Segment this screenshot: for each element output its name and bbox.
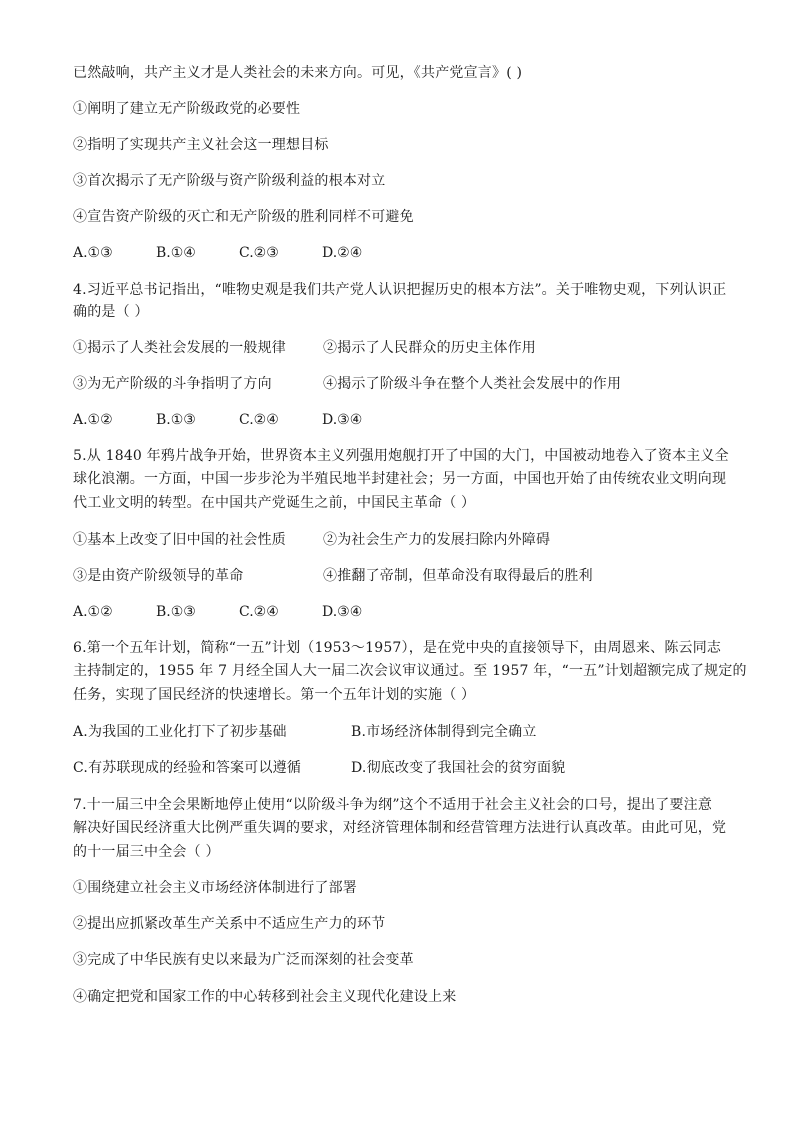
q5-stem-line-2: 球化浪潮。一方面，中国一步步沦为半殖民地半封建社会；另一方面，中国也开始了由传统农业文明向现 bbox=[73, 471, 727, 487]
q7-item-4: ④确定把党和国家工作的中心转移到社会主义现代化建设上来 bbox=[73, 989, 457, 1005]
q6-choice-c: C.有苏联现成的经验和答案可以遵循 bbox=[73, 760, 302, 776]
q3-item-3: ③首次揭示了无产阶级与资产阶级利益的根本对立 bbox=[73, 173, 386, 189]
q5-item-2: ②为社会生产力的发展扫除内外障碍 bbox=[323, 532, 551, 548]
q5-item-4: ④推翻了帝制，但革命没有取得最后的胜利 bbox=[323, 568, 593, 584]
q3-stem-continuation: 已然敲响，共产主义才是人类社会的未来方向。可见，《共产党宣言》( ) bbox=[73, 65, 523, 81]
q5-choice-c: C.②④ bbox=[239, 604, 279, 620]
q6-stem-line-3: 任务，实现了国民经济的快速增长。第一个五年计划的实施（ ） bbox=[73, 687, 476, 703]
q3-item-2: ②指明了实现共产主义社会这一理想目标 bbox=[73, 137, 329, 153]
q4-choice-b: B.①③ bbox=[156, 412, 196, 428]
q7-stem-line-1: 7.十一届三中全会果断地停止使用“以阶级斗争为纲”这个不适用于社会主义社会的口号，提出了要注意 bbox=[73, 797, 713, 813]
q5-stem-line-3: 代工业文明的转型。在中国共产党诞生之前，中国民主革命（ ） bbox=[73, 495, 476, 511]
q3-item-1: ①阐明了建立无产阶级政党的必要性 bbox=[73, 101, 301, 117]
q3-choice-a: A.①③ bbox=[73, 245, 113, 261]
q6-choice-b: B.市场经济体制得到完全确立 bbox=[351, 724, 537, 740]
q7-item-2: ②提出应抓紧改革生产关系中不适应生产力的环节 bbox=[73, 916, 386, 932]
q5-choice-a: A.①② bbox=[73, 604, 113, 620]
q5-choice-d: D.③④ bbox=[322, 604, 363, 620]
q3-choice-b: B.①④ bbox=[156, 245, 196, 261]
q5-item-3: ③是由资产阶级领导的革命 bbox=[73, 568, 244, 584]
q6-stem-line-1: 6.第一个五年计划，简称“一五”计划（1953～1957），是在党中央的直接领导下，由周恩来、陈云同志 bbox=[73, 640, 722, 656]
q7-stem-line-3: 的十一届三中全会（ ） bbox=[73, 844, 220, 860]
q4-item-3: ③为无产阶级的斗争指明了方向 bbox=[73, 376, 272, 392]
q6-choice-d: D.彻底改变了我国社会的贫穷面貌 bbox=[351, 760, 566, 776]
q4-choice-c: C.②④ bbox=[239, 412, 279, 428]
q3-item-4: ④宣告资产阶级的灭亡和无产阶级的胜利同样不可避免 bbox=[73, 209, 414, 225]
q3-choice-c: C.②③ bbox=[239, 245, 279, 261]
q6-stem-line-2: 主持制定的，1955 年 7 月经全国人大一届二次会议审议通过。至 1957 年，“一五”计划超额完成了规定的 bbox=[73, 663, 747, 679]
q5-choice-b: B.①③ bbox=[156, 604, 196, 620]
q4-choice-d: D.③④ bbox=[322, 412, 363, 428]
q6-choice-a: A.为我国的工业化打下了初步基础 bbox=[73, 724, 287, 740]
q7-item-1: ①围绕建立社会主义市场经济体制进行了部署 bbox=[73, 880, 357, 896]
q7-item-3: ③完成了中华民族有史以来最为广泛而深刻的社会变革 bbox=[73, 952, 414, 968]
q4-choice-a: A.①② bbox=[73, 412, 113, 428]
q4-item-2: ②揭示了人民群众的历史主体作用 bbox=[323, 340, 536, 356]
q7-stem-line-2: 解决好国民经济重大比例严重失调的要求，对经济管理体制和经营管理方法进行认真改革。由此可见，党 bbox=[73, 820, 727, 836]
q3-choice-d: D.②④ bbox=[322, 245, 363, 261]
q5-item-1: ①基本上改变了旧中国的社会性质 bbox=[73, 532, 286, 548]
q4-item-4: ④揭示了阶级斗争在整个人类社会发展中的作用 bbox=[323, 376, 622, 392]
q4-item-1: ①揭示了人类社会发展的一般规律 bbox=[73, 340, 286, 356]
q5-stem-line-1: 5.从 1840 年鸦片战争开始，世界资本主义列强用炮舰打开了中国的大门，中国被动地卷入了资本主义全 bbox=[73, 448, 729, 464]
q4-stem-line-1: 4.习近平总书记指出，“唯物史观是我们共产党人认识把握历史的根本方法”。关于唯物史观，下列认识正 bbox=[73, 282, 727, 298]
q4-stem-line-2: 确的是（ ） bbox=[73, 304, 149, 320]
